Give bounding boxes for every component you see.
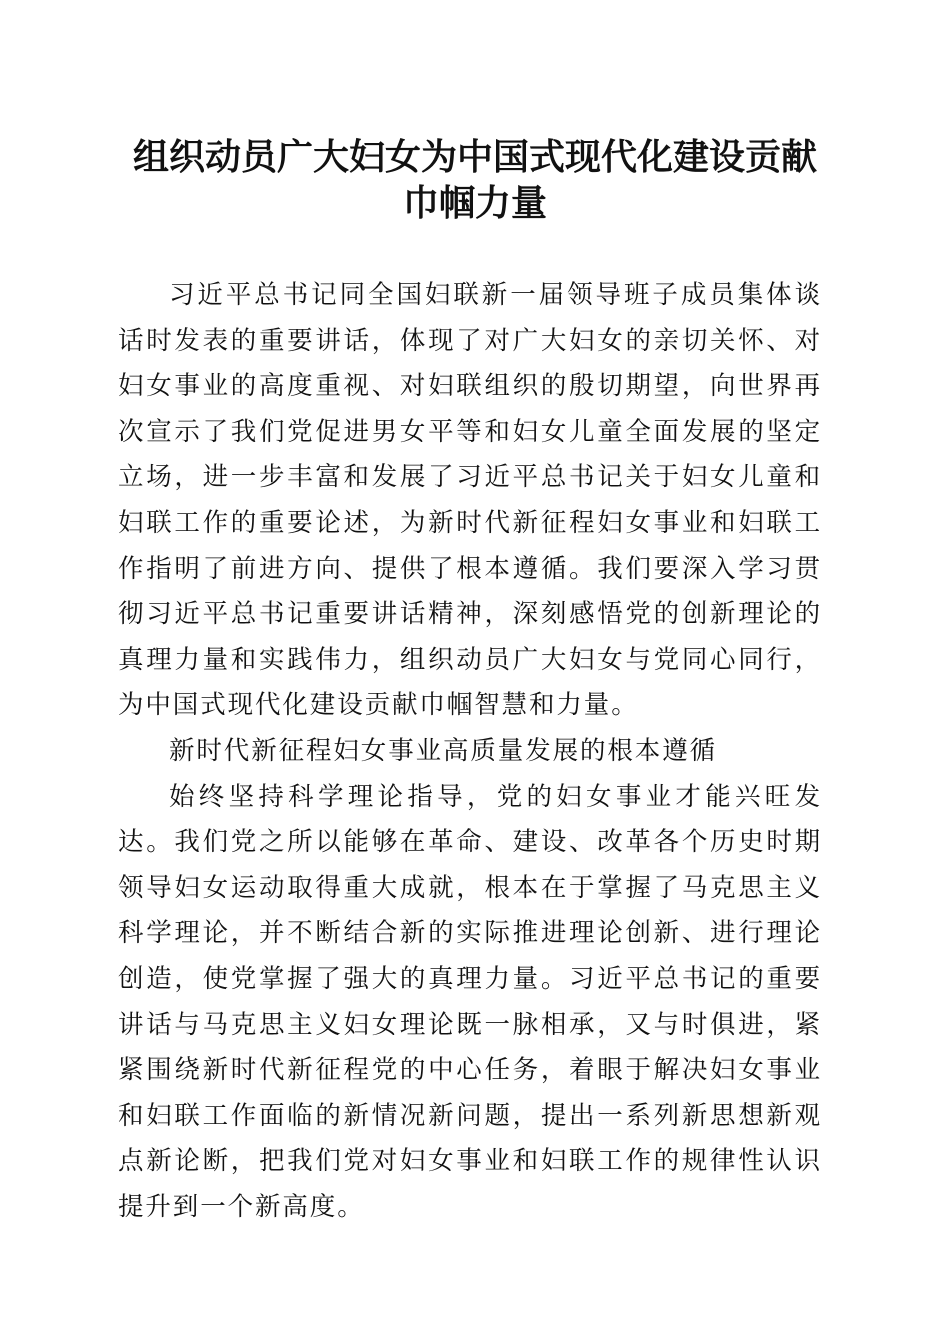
body-paragraph-intro: 习近平总书记同全国妇联新一届领导班子成员集体谈话时发表的重要讲话，体现了对广大妇女的亲切关怀、对妇女事业的高度重视、对妇联组织的殷切期望，向世界再次宣示了我们党促进男女平等和妇女儿童全面发展的坚定立场，进一步丰富和发展了习近平总书记关于妇女儿童和妇联工作的重要论述，为新时代新征程妇女事业和妇联工作指明了前进方向、提供了根本遵循。我们要深入学习贯彻习近平总书记重要讲话精神，深刻感悟党的创新理论的真理力量和实践伟力，组织动员广大妇女与党同心同行，为中国式现代化建设贡献巾帼智慧和力量。 (118, 280, 822, 721)
document-body (118, 273, 822, 1230)
section-heading: 新时代新征程妇女事业高质量发展的根本遵循 (169, 735, 718, 766)
body-paragraph-theory: 始终坚持科学理论指导，党的妇女事业才能兴旺发达。我们党之所以能够在革命、建设、改革各个历史时期领导妇女运动取得重大成就，根本在于掌握了马克思主义科学理论，并不断结合新的实际推进理论创新、进行理论创造，使党掌握了强大的真理力量。习近平总书记的重要讲话与马克思主义妇女理论既一脉相承，又与时俱进，紧紧围绕新时代新征程党的中心任务，着眼于解决妇女事业和妇联工作面临的新情况新问题，提出一系列新思想新观点新论断，把我们党对妇女事业和妇联工作的规律性认识提升到一个新高度。 (118, 781, 822, 1222)
document-title: 组织动员广大妇女为中国式现代化建设贡献巾帼力量 (132, 136, 817, 224)
